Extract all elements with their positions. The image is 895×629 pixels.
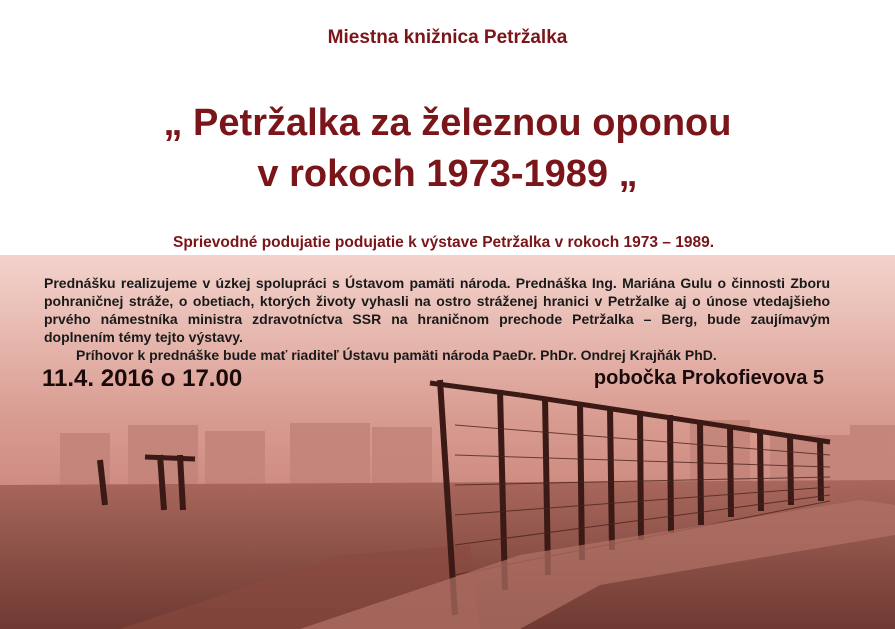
event-subtitle: Sprievodné podujatie podujatie k výstave Petržalka v rokoch 1973 – 1989.	[173, 234, 715, 251]
description-paragraph: Prednášku realizujeme v úzkej spolupráci s Ústavom pamäti národa. Prednáška Ing. Mariána Gulu o činnosti Zboru pohraničnej stráže, o obetiach, ktorých životy vyhasli na ostro stráženej hranici v Petržalke aj o únose vtedajšieho prvého námestníka ministra zdravotníctva SSR na hraničnom prechode Petržalka – Berg, bude zaujímavým doplnením témy tejto výstavy.	[44, 275, 830, 345]
event-title-line-1: „ Petržalka za železnou oponou	[163, 102, 732, 144]
event-title	[0, 98, 895, 200]
library-name: Miestna knižnica Petržalka	[327, 27, 568, 48]
event-venue: pobočka Prokofievova 5	[593, 367, 824, 389]
event-datetime: 11.4. 2016 o 17.00	[42, 365, 243, 392]
event-description	[44, 274, 830, 346]
speaker-note: Príhovor k prednáške bude mať riaditeľ Ústavu pamäti národa PaeDr. PhDr. Ondrej Krajňák PhD.	[76, 347, 717, 363]
event-title-line-2: v rokoch 1973-1989 „	[257, 153, 638, 195]
